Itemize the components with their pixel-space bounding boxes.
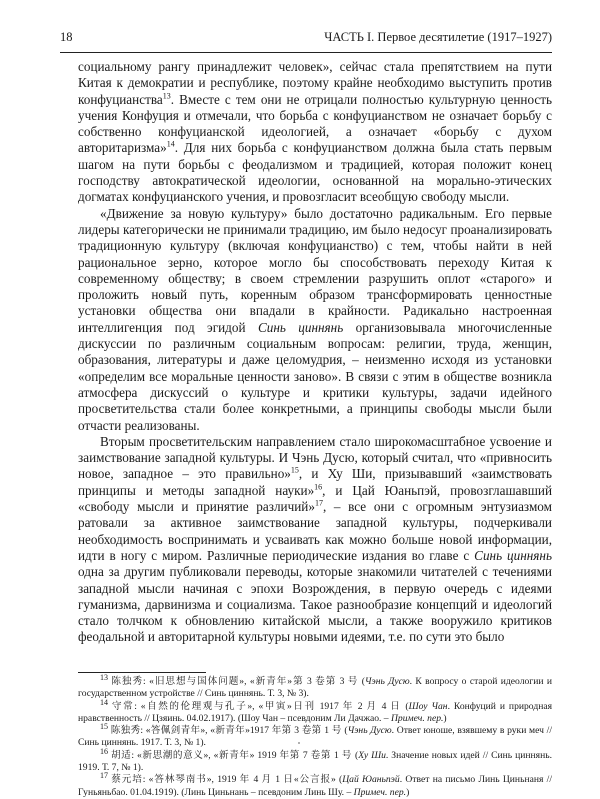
footnote	[78, 746, 552, 775]
footnote-number: 14	[100, 697, 108, 707]
footnote-text: . К вопросу о старой идеологии и государственном устройстве // Синь циннянь. Т. 3, № 3).	[78, 676, 552, 700]
footnote-number: 16	[100, 746, 108, 756]
footnote-text: . Ответ юноше, взявшему в руки меч // Синь циннянь. 1917. Т. 3, № 1).	[78, 725, 552, 749]
footnote	[78, 697, 553, 726]
text-run: , и Ху Ши, призывавший «заимствовать принципы и методы западной науки»	[78, 466, 552, 498]
footnote-text: )	[443, 712, 447, 724]
footnote-ref: 17	[314, 498, 323, 508]
text-run: , и Цай Юаньпэй, провозглашавший «свободу мысли и принятие различий»	[78, 482, 552, 515]
translator-note: Примеч. пер.	[391, 712, 444, 724]
footnote	[78, 722, 552, 750]
running-title: ЧАСТЬ I. Первое десятилетие (1917–1927)	[324, 30, 552, 44]
footnote-ref: 13	[162, 91, 171, 101]
footnote-ref: 14	[166, 140, 175, 150]
text-run: организовывала многочисленные дискуссии по различным социальным вопросам: религии, труда, женщин, образования, литературы и даже целомудрия, – неизменно исходя из установки «определим все моральные ценности заново». В связи с этим в обществе возникла атмосфера дискуссий о культуре и критики культуры, задачи идейного просветительства стали более конкретными, а принципы свободы мысли были отчасти реализованы.	[78, 319, 552, 433]
paragraph-3	[78, 434, 552, 646]
footnote-author: Чэнь Дусю	[347, 725, 392, 737]
footnote-text: 胡适: «新思潮的意义», «新青年» 1919 年第 7 卷第 1 号 (	[108, 749, 359, 761]
text-run: , – все они с огромным энтузиазмом ратовали за активное заимствование западной культуры, подчеркивали необходимость воспринимать и усваивать как можно больше новой информации, идти в ногу с миром. Различные периодические издания во главе с	[78, 499, 552, 563]
footnotes	[78, 672, 553, 799]
footnote-text: . Значение новых идей // Синь циннянь. 1919. Т. 7, № 1).	[78, 749, 552, 774]
page-number: 18	[60, 30, 73, 44]
footnote-text: . Ответ на письмо Линь Циньнаня // Гуньяньбао. 01.04.1919). (Линь Циньнань – псевдоним Линь Шу. –	[78, 774, 552, 798]
footnote-text: . Конфуций и природная нравственность // Цзяинь. 04.02.1917). (Шоу Чан – псевдоним Ли Дачжао. –	[78, 700, 553, 724]
header-rule	[60, 52, 552, 53]
footnote-number: 17	[100, 771, 108, 781]
footnote-text: 蔡元培: «答林琴南书», 1919 年 4 月 1 日«公言报» (	[108, 774, 343, 786]
footnote-separator	[78, 672, 206, 673]
scan-speck	[298, 742, 300, 744]
translator-note: Примеч. пер.	[353, 786, 407, 798]
paragraph-1	[78, 59, 552, 206]
text-run: . Для них борьба с конфуцианством должна была стать первым шагом на пути борьбы с феодализмом и традицией, которая положит конец господству автократической идеологии, основанной на морально-этических догматах конфуцианского учения, и провозгласит всеобщую свободу мысли.	[78, 140, 552, 205]
footnote-ref: 16	[314, 482, 323, 492]
footnote-author: Шоу Чан	[408, 700, 448, 712]
footnote-ref: 15	[290, 466, 299, 476]
journal-title: Синь циннянь	[474, 547, 552, 563]
footnote	[78, 771, 552, 799]
page-header	[60, 30, 552, 50]
text-run: Вторым просветительским направлением стало широкомасштабное усвоение и заимствование западной культуры. И Чэнь Дусю, который считал, что «привносить новое, западное – это правильно»	[78, 433, 552, 482]
footnote-number: 13	[100, 672, 108, 682]
body-text	[78, 59, 552, 646]
footnote-text: 守常: «自然的伦理观与孔子», «甲寅»日刊 1917 年 2 月 4 日 (	[108, 700, 409, 712]
footnote-text: 陈独秀: «答佩剑青年», «新青年»1917 年第 3 卷第 1 号 (	[108, 725, 348, 737]
footnote-author: Чэнь Дусю	[364, 676, 410, 687]
journal-title: Синь циннянь	[257, 319, 344, 335]
footnote-number: 15	[100, 722, 108, 731]
text-run: . Вместе с тем они не отрицали полностью культурную ценность учения Конфуция и отмечали, что борьба с конфуцианством не означает борьбу с собственно конфуцианской идеологией, а означает «борьбу с духом авторитаризма»	[78, 91, 552, 156]
text-run: «Движение за новую культуру» было достаточно радикальным. Его первые лидеры категорически не принимали традицию, им было недосуг проанализировать традиционную культуру (включая конфуцианство) с тем, чтобы найти в ней рациональное зерно, которое могло бы способствовать переходу Китая к современному обществу; в своем стремлении разрушить оплот «старого» и проложить новый путь, коренным образом трансформировать ценностные установки общества они впадали в крайности. Радикально настроенная интеллигенция под эгидой	[78, 205, 552, 335]
footnote-author: Цай Юаньпэй	[342, 774, 400, 786]
footnote-text: )	[406, 786, 410, 798]
text-run: одна за другим публиковали переводы, которые знакомили читателей с течениями западной мысли начиная с эпохи Возрождения, в первую очередь с идеями гуманизма, дарвинизма и социализма. Такое разнообразие концепций и идеологий стало толчком к обновлению китайской мысли, а также вооружило критиков феодальной и авторитарной культуры новыми идеями, т.е. по сути это было	[78, 564, 552, 645]
footnote	[78, 672, 552, 701]
text-run: социальному рангу принадлежит человек», сейчас стала препятствием на пути Китая к демократии и республике, поэтому крайне необходимо выступить против конфуцианства	[78, 59, 552, 107]
paragraph-2	[78, 206, 552, 434]
footnote-text: 陈独秀: «旧思想与国体问题», «新青年»第 3 卷第 3 号 (	[108, 676, 365, 687]
footnote-author: Ху Ши	[358, 749, 386, 761]
